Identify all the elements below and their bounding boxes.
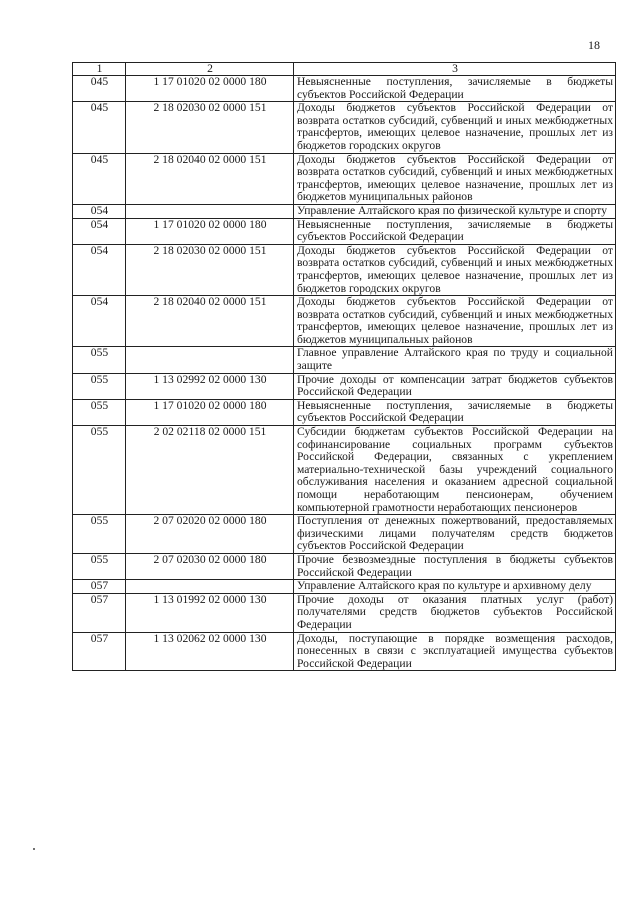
revenue-code-cell: 1 17 01020 02 0000 180 — [126, 76, 294, 102]
admin-code-cell: 054 — [73, 218, 126, 244]
revenue-code-cell: 2 18 02040 02 0000 151 — [126, 296, 294, 347]
admin-code-cell: 055 — [73, 399, 126, 425]
admin-code-cell: 054 — [73, 296, 126, 347]
revenue-code-cell: 2 18 02030 02 0000 151 — [126, 102, 294, 153]
revenue-name-cell: Невыясненные поступления, зачисляемые в бюджеты субъектов Российской Федерации — [294, 218, 616, 244]
column-header-2: 2 — [126, 63, 294, 76]
admin-code-cell: 045 — [73, 153, 126, 204]
revenue-name-cell: Прочие безвозмездные поступления в бюджеты субъектов Российской Федерации — [294, 553, 616, 579]
table-row — [73, 204, 616, 218]
table-row — [73, 593, 616, 632]
revenue-code-cell: 1 13 02062 02 0000 130 — [126, 632, 294, 671]
revenue-name-cell: Доходы бюджетов субъектов Российской Федерации от возврата остатков субсидий, субвенций и иных межбюджетных трансфертов, имеющих целевое назначение, прошлых лет из бюджетов городских округов — [294, 102, 616, 153]
page-number: 18 — [588, 38, 600, 52]
table-row — [73, 76, 616, 102]
revenue-name-cell: Управление Алтайского края по физической культуре и спорту — [294, 204, 616, 218]
admin-code-cell: 055 — [73, 347, 126, 373]
admin-code-cell: 057 — [73, 593, 126, 632]
revenue-name-cell: Доходы бюджетов субъектов Российской Федерации от возврата остатков субсидий, субвенций и иных межбюджетных трансфертов, имеющих целевое назначение, прошлых лет из бюджетов муниципальных районов — [294, 296, 616, 347]
revenue-code-cell: 2 02 02118 02 0000 151 — [126, 426, 294, 515]
scan-speck — [33, 848, 35, 850]
revenue-code-cell — [126, 580, 294, 594]
admin-code-cell: 055 — [73, 426, 126, 515]
revenue-name-cell: Главное управление Алтайского края по труду и социальной защите — [294, 347, 616, 373]
admin-code-cell: 055 — [73, 515, 126, 554]
admin-code-cell: 057 — [73, 580, 126, 594]
revenue-code-cell: 1 17 01020 02 0000 180 — [126, 399, 294, 425]
column-header-1: 1 — [73, 63, 126, 76]
admin-code-cell: 054 — [73, 244, 126, 295]
admin-code-cell: 055 — [73, 373, 126, 399]
revenue-name-cell: Прочие доходы от оказания платных услуг (работ) получателями средств бюджетов субъектов Российской Федерации — [294, 593, 616, 632]
column-header-3: 3 — [294, 63, 616, 76]
revenue-name-cell: Доходы бюджетов субъектов Российской Федерации от возврата остатков субсидий, субвенций и иных межбюджетных трансфертов, имеющих целевое назначение, прошлых лет из бюджетов муниципальных районов — [294, 153, 616, 204]
revenue-name-cell: Доходы, поступающие в порядке возмещения расходов, понесенных в связи с эксплуатацией имущества субъектов Российской Федерации — [294, 632, 616, 671]
revenue-code-cell — [126, 347, 294, 373]
table-row — [73, 218, 616, 244]
table-row — [73, 347, 616, 373]
admin-code-cell: 054 — [73, 204, 126, 218]
table-row — [73, 399, 616, 425]
revenue-name-cell: Прочие доходы от компенсации затрат бюджетов субъектов Российской Федерации — [294, 373, 616, 399]
admin-code-cell: 045 — [73, 102, 126, 153]
table-row — [73, 102, 616, 153]
revenue-name-cell: Субсидии бюджетам субъектов Российской Федерации на софинансирование социальных программ субъектов Российской Федерации, связанных с укреплением материально-технической базы учреждений социального обслуживания населения и оказанием адресной социальной помощи неработающим пенсионерам, обучением компьютерной грамотности неработающих пенсионеров — [294, 426, 616, 515]
table-row — [73, 373, 616, 399]
table-row — [73, 580, 616, 594]
table-header-row — [73, 63, 616, 76]
table-row — [73, 632, 616, 671]
revenue-code-cell: 1 13 01992 02 0000 130 — [126, 593, 294, 632]
admin-code-cell: 055 — [73, 553, 126, 579]
table-row — [73, 553, 616, 579]
table-row — [73, 244, 616, 295]
revenue-code-cell: 2 07 02020 02 0000 180 — [126, 515, 294, 554]
revenue-code-cell: 1 17 01020 02 0000 180 — [126, 218, 294, 244]
revenue-code-cell: 2 07 02030 02 0000 180 — [126, 553, 294, 579]
revenue-name-cell: Доходы бюджетов субъектов Российской Федерации от возврата остатков субсидий, субвенций и иных межбюджетных трансфертов, имеющих целевое назначение, прошлых лет из бюджетов городских округов — [294, 244, 616, 295]
revenue-code-cell: 2 18 02040 02 0000 151 — [126, 153, 294, 204]
table-row — [73, 153, 616, 204]
revenue-name-cell: Невыясненные поступления, зачисляемые в бюджеты субъектов Российской Федерации — [294, 76, 616, 102]
admin-code-cell: 057 — [73, 632, 126, 671]
revenue-code-cell: 2 18 02030 02 0000 151 — [126, 244, 294, 295]
revenue-code-cell: 1 13 02992 02 0000 130 — [126, 373, 294, 399]
revenue-name-cell: Управление Алтайского края по культуре и архивному делу — [294, 580, 616, 594]
admin-code-cell: 045 — [73, 76, 126, 102]
revenue-name-cell: Невыясненные поступления, зачисляемые в бюджеты субъектов Российской Федерации — [294, 399, 616, 425]
table-row — [73, 296, 616, 347]
revenue-name-cell: Поступления от денежных пожертвований, предоставляемых физическими лицами получателям средств бюджетов субъектов Российской Федерации — [294, 515, 616, 554]
revenue-classification-table — [72, 62, 616, 671]
table-row — [73, 515, 616, 554]
table-row — [73, 426, 616, 515]
revenue-code-cell — [126, 204, 294, 218]
